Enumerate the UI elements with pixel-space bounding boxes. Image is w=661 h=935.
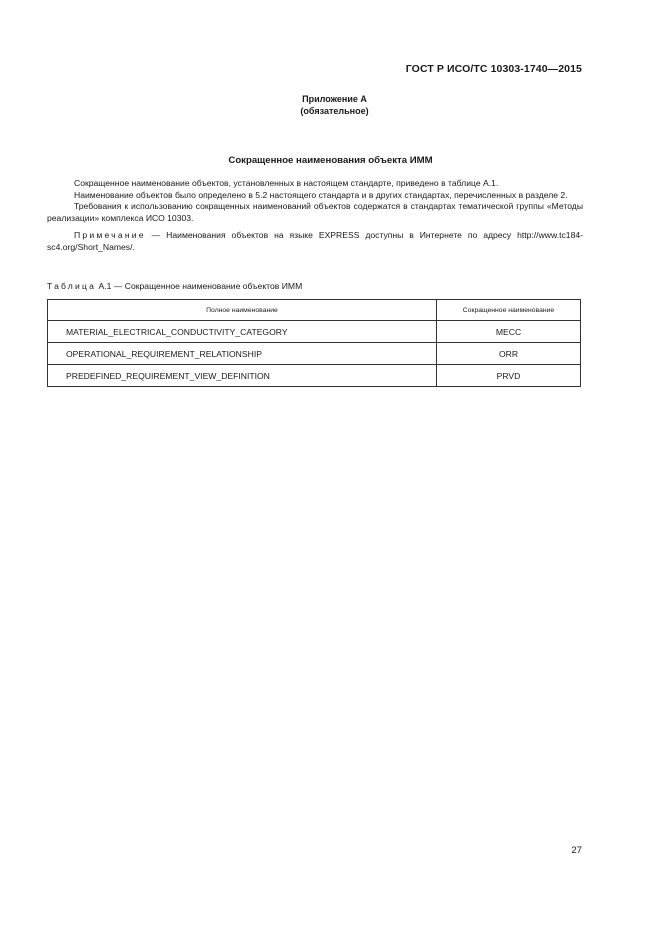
abbreviation-table <box>47 299 581 387</box>
short-name-cell: MECC <box>437 321 581 343</box>
note-text: — Наименования объектов на языке EXPRESS доступны в Интернете по адресу http://www.tc184-sc4.org/Short_Names/. <box>47 230 583 252</box>
body-text <box>47 178 583 254</box>
table-caption-text: А.1 — Сокращенное наименование объектов ИММ <box>96 281 303 291</box>
section-title: Сокращенное наименования объекта ИММ <box>228 155 433 166</box>
appendix-title: Приложение А <box>302 94 367 104</box>
table-caption <box>47 281 302 291</box>
column-header-short-name: Сокращенное наименование <box>437 300 581 321</box>
note <box>47 230 583 253</box>
page-number: 27 <box>571 845 582 856</box>
short-name-cell: ORR <box>437 343 581 365</box>
column-header-full-name: Полное наименование <box>48 300 437 321</box>
appendix-subtitle: (обязательное) <box>300 106 369 116</box>
table-row <box>48 365 581 387</box>
paragraph: Наименование объектов было определено в 5.2 настоящего стандарта и в других стандартах, перечисленных в разделе 2. <box>74 189 568 200</box>
note-label: Примечание <box>74 230 146 241</box>
full-name-cell: OPERATIONAL_REQUIREMENT_RELATIONSHIP <box>48 343 437 365</box>
table-header-row <box>48 300 581 321</box>
table-row <box>48 321 581 343</box>
short-name-cell: PRVD <box>437 365 581 387</box>
full-name-cell: PREDEFINED_REQUIREMENT_VIEW_DEFINITION <box>48 365 437 387</box>
paragraph: Требования к использованию сокращенных наименований объектов содержатся в стандартах тематической группы «Методы реализации» комплекса ИСО 10303. <box>47 201 583 223</box>
paragraph: Сокращенное наименование объектов, установленных в настоящем стандарте, приведено в таблице А.1. <box>74 178 499 188</box>
standard-code: ГОСТ Р ИСО/ТС 10303-1740—2015 <box>405 63 582 75</box>
table-caption-label: Таблица <box>47 281 97 291</box>
table-row <box>48 343 581 365</box>
appendix-heading <box>0 93 661 117</box>
full-name-cell: MATERIAL_ELECTRICAL_CONDUCTIVITY_CATEGORY <box>48 321 437 343</box>
